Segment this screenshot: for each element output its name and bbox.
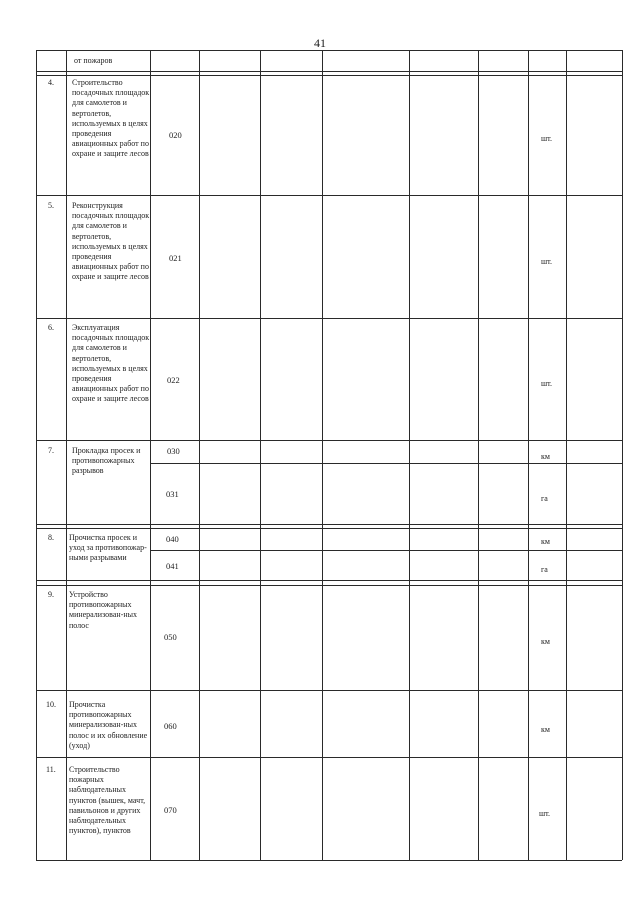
table-rule: [622, 50, 623, 860]
row-unit: км: [541, 537, 550, 546]
row-unit: км: [541, 637, 550, 646]
row-name: Устройство противопожарных минерализован-ных полос: [69, 590, 138, 630]
row-code: 050: [164, 632, 177, 642]
row-code: 021: [169, 253, 182, 263]
table-rule: [150, 550, 622, 551]
table-rule: [260, 50, 261, 860]
table-rule: [528, 50, 529, 860]
row-unit: км: [541, 725, 550, 734]
row-unit: шт.: [541, 257, 553, 266]
table-rule: [36, 690, 622, 691]
row-number: 11.: [46, 765, 56, 774]
table-rule: [36, 585, 622, 586]
table-rule: [566, 50, 567, 860]
row-unit: шт.: [541, 379, 553, 388]
row-number: 7.: [48, 446, 54, 455]
row-code: 070: [164, 805, 177, 815]
table-rule: [36, 528, 622, 529]
row-unit: шт.: [539, 809, 551, 818]
row-code: 060: [164, 721, 177, 731]
row-unit: км: [541, 452, 550, 461]
row-code: 020: [169, 130, 182, 140]
row-number: 5.: [48, 201, 54, 210]
row-name: Прочистка просек и уход за противопожар-ными разрывами: [69, 533, 147, 563]
table-rule: [199, 50, 200, 860]
row-name: Строительство пожарных наблюдательных пунктов (вышек, мачт, павильонов и других наблюдательных пунктов), пунктов: [69, 765, 146, 836]
row-unit: га: [541, 565, 548, 574]
table-rule: [478, 50, 479, 860]
row-unit: шт.: [541, 134, 553, 143]
row-code: 030: [167, 446, 180, 456]
row-unit: га: [541, 494, 548, 503]
table-rule: [36, 524, 622, 525]
table-rule: [36, 580, 622, 581]
row-code: 040: [166, 534, 179, 544]
row-number: 4.: [48, 78, 54, 87]
row-number: 9.: [48, 590, 54, 599]
row-code: 041: [166, 561, 179, 571]
table-rule: [36, 860, 622, 861]
table-rule: [150, 463, 622, 464]
table-rule: [36, 75, 622, 76]
row-code: 022: [167, 375, 180, 385]
row-number: 6.: [48, 323, 54, 332]
row-number: 8.: [48, 533, 54, 542]
table-rule: [36, 50, 622, 51]
table-rule: [36, 318, 622, 319]
table-rule: [36, 757, 622, 758]
table-rule: [36, 195, 622, 196]
row-code: 031: [166, 489, 179, 499]
page-number: 41: [314, 36, 326, 50]
table-rule: [322, 50, 323, 860]
table-rule: [66, 50, 67, 860]
row-name: Эксплуатация посадочных площадок для самолетов и вертолетов, используемых в целях проведения авиационных работ по охране и защите лесов: [72, 323, 150, 404]
row-name: Прочистка противопожарных минерализован-ных полос и их обновление (уход): [69, 700, 148, 750]
row-name: Прокладка просек и противопожарных разрывов: [72, 446, 141, 476]
row-number: 10.: [46, 700, 56, 709]
row-name: Строительство посадочных площадок для самолетов и вертолетов, используемых в целях проведения авиационных работ по охране и защите лесов: [72, 78, 150, 159]
table-rule: [36, 71, 622, 72]
row-name: Реконструкция посадочных площадок для самолетов и вертолетов, используемых в целях проведения авиационных работ по охране и защите лесов: [72, 201, 150, 282]
table-rule: [36, 440, 622, 441]
table-rule: [36, 50, 37, 860]
table-rule: [409, 50, 410, 860]
row-name: от пожаров: [74, 56, 113, 65]
